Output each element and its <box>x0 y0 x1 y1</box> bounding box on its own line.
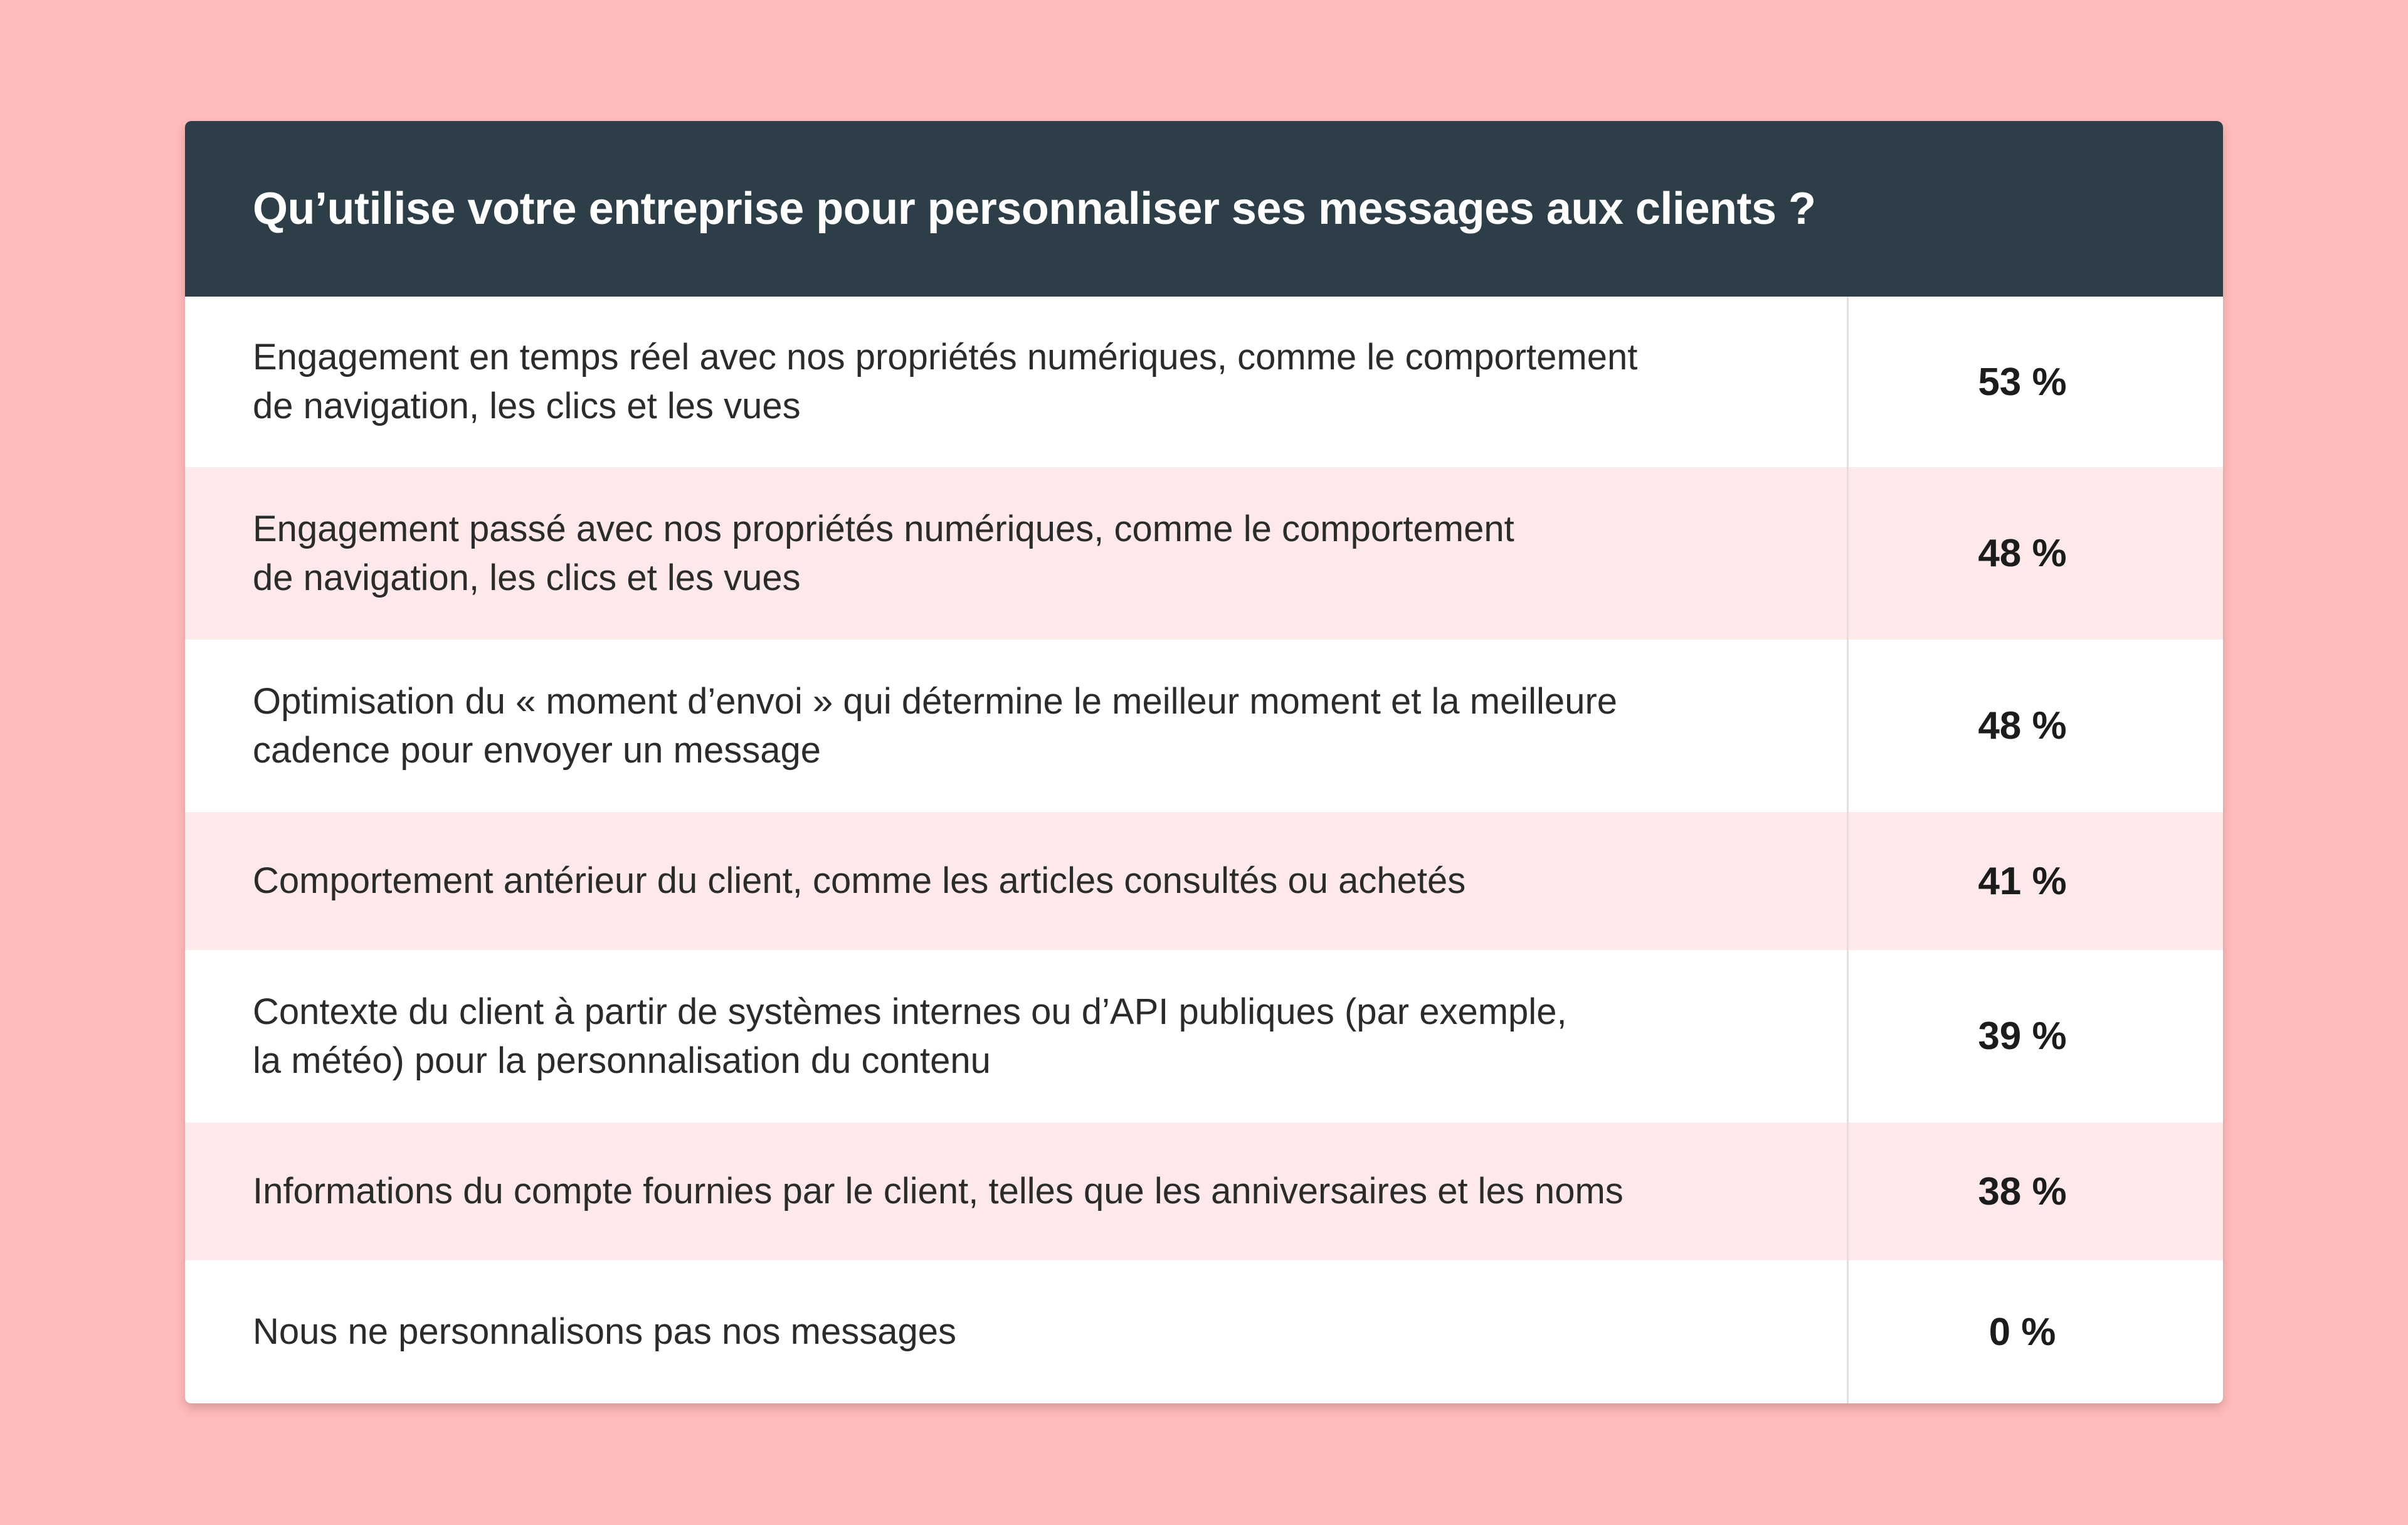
table-row <box>185 1260 2223 1403</box>
row-label <box>185 857 1847 905</box>
row-value: 41 % <box>1978 859 2067 903</box>
table-row <box>185 812 2223 950</box>
table-row <box>185 467 2223 640</box>
row-label <box>185 505 1847 603</box>
row-label-line: Engagement passé avec nos propriétés numériques, comme le comportement <box>253 508 1514 549</box>
row-value: 53 % <box>1978 360 2067 404</box>
row-value: 39 % <box>1978 1015 2067 1058</box>
row-value: 0 % <box>1988 1310 2056 1354</box>
row-value: 48 % <box>1978 704 2067 747</box>
row-label-line: cadence pour envoyer un message <box>253 729 821 771</box>
row-label-line: Engagement en temps réel avec nos propriétés numériques, comme le comportement <box>253 337 1638 377</box>
row-label <box>185 1167 1847 1216</box>
row-label <box>185 988 1847 1085</box>
row-label-line: Informations du compte fournies par le client, telles que les anniversaires et les noms <box>253 1171 1624 1211</box>
row-label <box>185 677 1847 775</box>
results-table <box>185 297 2223 1403</box>
card-header <box>185 121 2223 297</box>
row-label-line: la météo) pour la personnalisation du contenu <box>253 1040 991 1081</box>
row-label <box>185 333 1847 431</box>
row-value: 48 % <box>1978 532 2067 575</box>
row-label-line: de navigation, les clics et les vues <box>253 386 801 426</box>
row-label-line: Nous ne personnalisons pas nos messages <box>253 1311 956 1352</box>
row-label-line: Comportement antérieur du client, comme les articles consultés ou achetés <box>253 860 1466 901</box>
row-label <box>185 1307 1847 1356</box>
chart-title: Qu’utilise votre entreprise pour personnaliser ses messages aux clients ? <box>253 184 1816 234</box>
table-row <box>185 950 2223 1122</box>
row-label-line: de navigation, les clics et les vues <box>253 557 801 598</box>
row-value: 38 % <box>1978 1169 2067 1213</box>
row-label-line: Contexte du client à partir de systèmes internes ou d’API publiques (par exemple, <box>253 991 1567 1032</box>
column-divider <box>1847 297 1849 1403</box>
table-row <box>185 1122 2223 1260</box>
table-row <box>185 640 2223 812</box>
row-label-line: Optimisation du « moment d’envoi » qui détermine le meilleur moment et la meilleure <box>253 680 1618 722</box>
survey-card <box>185 121 2223 1403</box>
table-row <box>185 297 2223 467</box>
